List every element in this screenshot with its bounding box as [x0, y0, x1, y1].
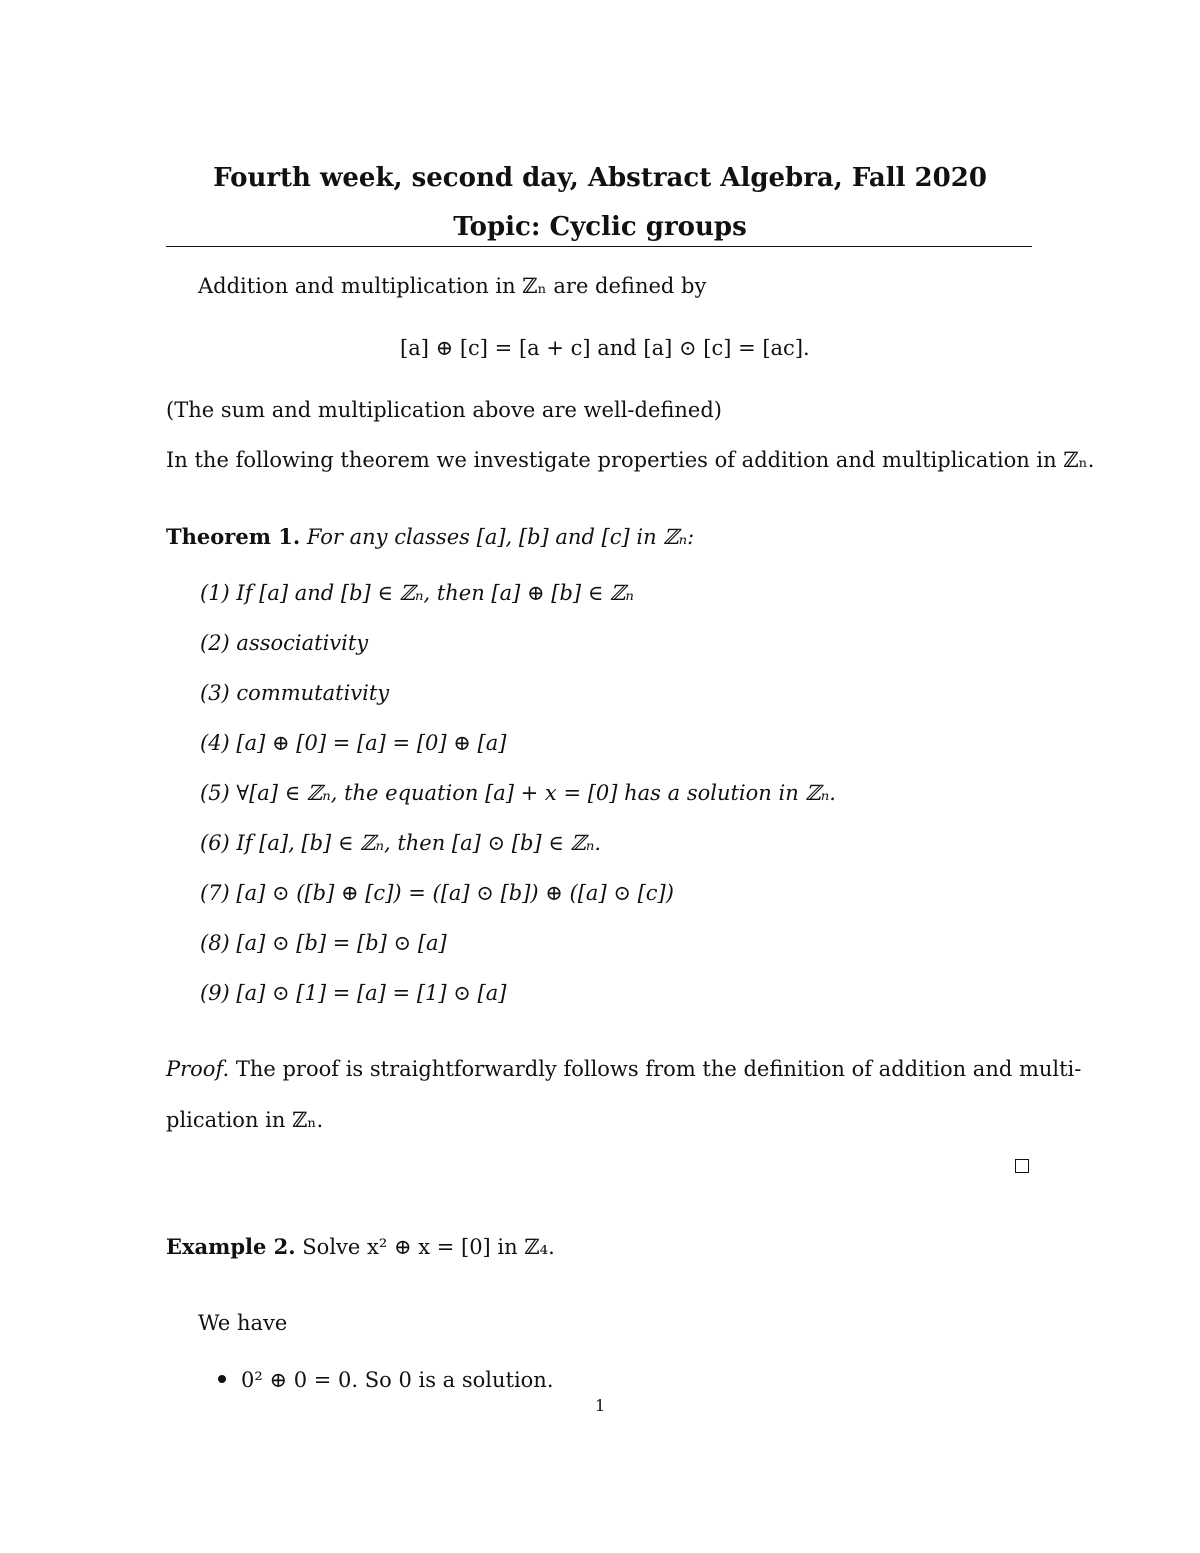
well-defined-remark: (The sum and multiplication above are well-defined): [166, 398, 722, 422]
theorem-item: (5) ∀[a] ∈ ℤₙ, the equation [a] + x = [0] has a solution in ℤₙ.: [200, 781, 836, 805]
theorem-item: (6) If [a], [b] ∈ ℤₙ, then [a] ⊙ [b] ∈ ℤₙ.: [200, 831, 602, 855]
theorem-header: [166, 523, 694, 551]
theorem-item: (4) [a] ⊕ [0] = [a] = [0] ⊕ [a]: [200, 731, 507, 755]
qed-box-icon: [1015, 1159, 1029, 1173]
we-have-text: We have: [198, 1311, 288, 1335]
example-label: Example 2.: [166, 1234, 296, 1259]
bullet-item: 0² ⊕ 0 = 0. So 0 is a solution.: [241, 1368, 554, 1392]
theorem-item: (3) commutativity: [200, 681, 390, 705]
page-number: 1: [595, 1396, 606, 1415]
theorem-lead-in: In the following theorem we investigate properties of addition and multiplication in ℤₙ.: [166, 448, 1095, 472]
proof-line-2: plication in ℤₙ.: [166, 1108, 324, 1132]
example-statement: Solve x² ⊕ x = [0] in ℤ₄.: [302, 1235, 555, 1259]
title-rule: [166, 246, 1032, 247]
page-subtitle: Topic: Cyclic groups: [453, 212, 747, 242]
proof-label: Proof.: [166, 1057, 230, 1081]
proof-line: [166, 1055, 1081, 1083]
theorem-label: Theorem 1.: [166, 524, 301, 549]
theorem-item: (8) [a] ⊙ [b] = [b] ⊙ [a]: [200, 931, 447, 955]
proof-text: The proof is straightforwardly follows from the definition of addition and multi-: [235, 1057, 1082, 1081]
bullet-icon: [218, 1375, 226, 1383]
theorem-item: (7) [a] ⊙ ([b] ⊕ [c]) = ([a] ⊙ [b]) ⊕ ([a] ⊙ [c]): [200, 881, 674, 905]
page-title: Fourth week, second day, Abstract Algebra, Fall 2020: [213, 163, 987, 193]
theorem-statement: For any classes [a], [b] and [c] in ℤₙ:: [306, 525, 695, 549]
theorem-item: (9) [a] ⊙ [1] = [a] = [1] ⊙ [a]: [200, 981, 507, 1005]
definition-formula: [a] ⊕ [c] = [a + c] and [a] ⊙ [c] = [ac].: [400, 336, 810, 360]
example-header: [166, 1233, 555, 1261]
theorem-item: (2) associativity: [200, 631, 369, 655]
intro-line: Addition and multiplication in ℤₙ are defined by: [198, 274, 707, 298]
theorem-item: (1) If [a] and [b] ∈ ℤₙ, then [a] ⊕ [b] ∈ ℤₙ: [200, 581, 634, 605]
